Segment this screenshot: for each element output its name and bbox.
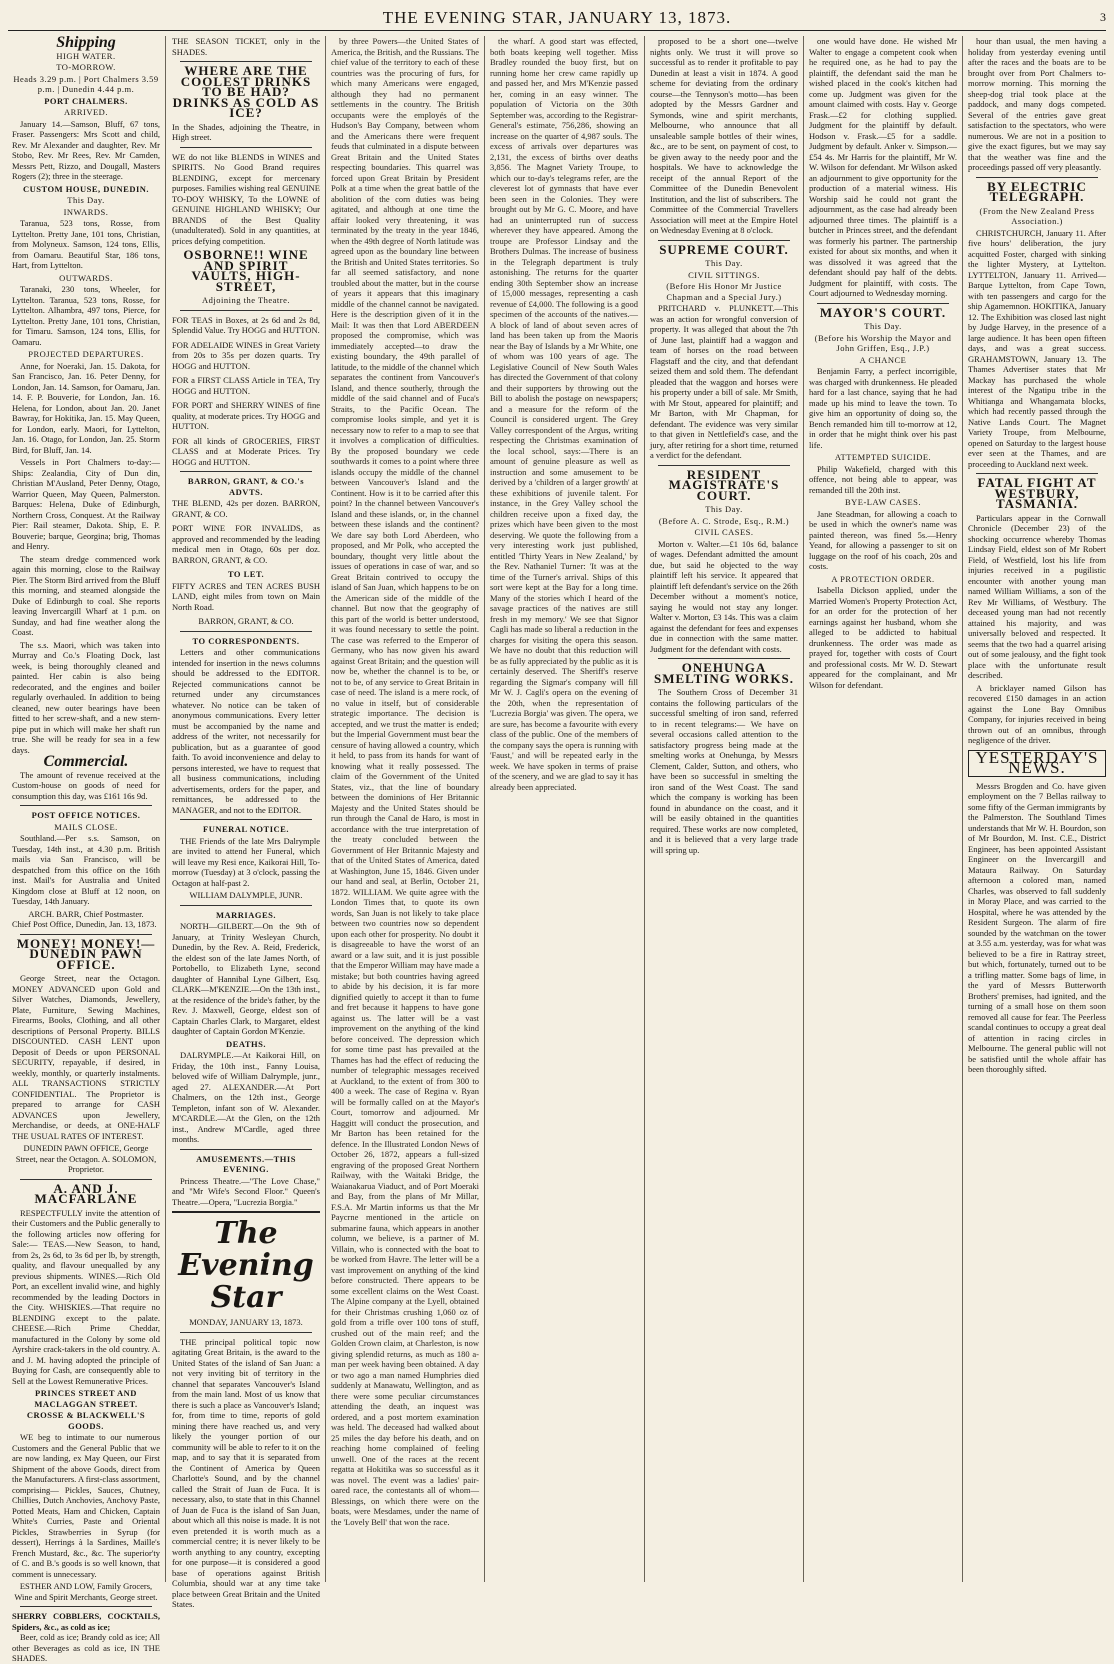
column-3 [331, 36, 479, 1582]
leader-continued-text: by three Powers—the United States of America, the British, and the Russians. The chief value of the territory to each of these countries was the procuring of furs, for which many Americans were engaged, although they had no permanent settlements in the country. The British occupants were the employés of the Hudson's Bay Company, between whom and the Americans there were frequent feuds that culminated in a dispute between Great Britain and the United States respecting boundaries. This quarrel was forced upon Great Britain by President Polk at a time when the great battle of the abolition of the corn duties was being agitated, and although at one time the affair looked very threatening, it was terminated by the treaty in the year 1846, when the 49th degree of North latitude was agreed upon as the boundary line between the British and United States territories. So far all seemed satisfactory, and none troubled about the matter, but in the course of years it appears that this imaginary middle of the channel cannot be navigated. Here is the description given of it in the Mail: It was then that Lord ABERDEEN proposed the compromise, which was immediately accepted—to draw the existing boundary, the 49th parallel of latitude, to the middle of the channel which separates the continent from Vancouver's Island, and thence southerly, through the middle of the said channel and of Fuca's Straits, to the Pacific Ocean. The compromise looks simple, and yet it is necessary now to refer to a map to see that it involves a complication of difficulties. By the proposed boundary we cede southwards it comes to a point where three islands occupy the middle of the channel between Vancouver's Island and the Continent. How is it to be carried after this point? In the channel between Vancouver's Island and these islands, or, in the channel between these islands and the continent? We dare say both Lord Aberdeen, who proposed, and Mr Polk, who accepted the boundary, thought very little about the issues of operations in case of war, and so Great Britain contrived to occupy the island of San Juan, which happens to be on the American side of the middle of the channel. But now that the geography of this part of the world is better understood, it was found necessary to settle the point. The case was referred to the Emperor of Germany, who has now given his award against Great Britain; and the question will now be, whether the channel is to be, or not to be, of any service to Great Britain in case of need. The island is a mere rock, of no value in itself, but of considerable strategic importance. The decision is accepted, and we trust the matter is ended; but the Imperial Government must bear the censure of having allowed a country, which it held, to pass from its hands for want of knowing what it really possessed. The claim of the Government of the United States, viz., that the line of boundary between the dominions of Her Britannic Majesty and the United States should be run through the Canal de Haro, is most in accordance with the true interpretation of the treaty concluded between the Government of Her Britannic Majesty and that of the United States of America, dated at Washington, June 15, 1846. Given under our hand and seal, at Berlin, October 21, 1872. WILLIAM. We quite agree with the London Times that, to quote its own words, San Juan is not likely to take place between two countries now so dependent upon each other for prosperity. No doubt it is disagreeable to have the worst of an award or a law suit, and it is just possible that the Emperor William may have made a mistake; but both countries having agreed to abide by his decision, it is far more dignified quietly to accept it than to fume and fret because it happens to have gone against us. The latter will be a vast improvement on the anything of the kind before conceived. The depression which for some time past has prevailed at the Thames has had the effect of reducing the number of telegraphic messages received at Auckland, to the extent of from 300 to 400 a week. The case of Regina v. Ryan will be formally called on at the Mayor's Court, tomorrow and adjourned. Mr Haggitt will conduct the prosecution, and Mr Barton has been retained for the defence. In the Illustrated London News of October 26, 1872, appears a full-sized engraving of the proposed Great Northern Railway, with the Waitaki Bridge, the Waianakarua Viaduct, and of Port Moeraki and Bay, from the plans of Mr Millar, F.S.A. Mr Martin informs us that the Mr Paycrne mentioned in the article on submarine fauna, which appears in another column, we believe, is a partner of M. Villain, who is connected with the boat to be worked from Havre. The letter will be a vast improvement on anything of the kind before constructed. There appears to be some excellent claims on the West Coast. The Alpine company at the Lyell, obtained for their Christmas crushing 1,060 oz of gold from a trifle over 100 tons of stuff, crushed out of the main reef; and the Golden Crown claim, at Charleston, is now giving splendid returns, as much as 180 a-man per week having been obtained. A day or two ago a man named Humphries died suddenly at Manawatu, Wellington, and as there were some peculiar circumstances attending the death, an inquest was ordered, and a post mortem examination was held. The deceased had walked about 25 miles the day before his death, and on reaching home complained of feeling unwell. One of the races at the recent regatta at Hokitika was so successful as it was novel. The event was a ladies' pair-oared race, the contestants all of whom—Blessings, on which there were on the boats, were Mesdames, under the name of the 'Lovely Bell' that won the race. [331, 36, 479, 1527]
port-invalids-ad: PORT WINE FOR INVALIDS, as approved and recommended by the leading medical men in Otago, 60s per doz. BARRON, GRANT, & CO. [172, 523, 320, 565]
money-heading: MONEY! MONEY!—DUNEDIN PAWN OFFICE. [16, 935, 156, 972]
first-class-tea-ad: FOR a FIRST CLASS Article in TEA, Try HOGG and HUTTON. [172, 375, 320, 396]
funeral-notice-text: THE Friends of the late Mrs Dalrymple are invited to attend her Funeral, which will leave my Resi ence, Kaikorai Hill, To-morrow (Tuesday) at 3 o'clock, passing the Octagon at half-past 2. [172, 835, 320, 888]
column-2 [172, 36, 320, 1609]
coolest-drinks-heading: WHERE ARE THE COOLEST DRINKS TO BE HAD? DRINKS AS COLD AS ICE? [172, 63, 320, 120]
barron-grant-heading: BARRON, GRANT, & CO.'s ADVTS. [187, 476, 305, 497]
column-7 [968, 36, 1106, 1582]
divider [976, 473, 1098, 474]
mayors-court-day: This Day. [864, 321, 902, 331]
inwards-text: Taranua, 523 tons, Rosse, from Lyttelton. Pretty Jane, 101 tons, Christian, from Molyneux. Samson, 124 tons, Ellis, from Oamaru. Beautiful Star, 186 tons, Hart, from Lyttelton. [12, 218, 160, 270]
sherry-cobblers-heading: SHERRY COBBLERS, COCKTAILS, Spiders, &c., as cold as ice; [12, 1611, 160, 1632]
onehunga-smelting-text: The Southern Cross of December 31 contains the following particulars of the successful smelting of iron sand, referred to in recent telegrams:— We have on several occasions called attention to the satisfactory progress being made at the smelting works at Onehunga, by Messrs Clement, Calder, Sutton, and others, who have been so successful in smelting the iron sand of the West Coast. The sand which the company is working has been found in abundance on the coast, and it will be easily obtained in the quantities required. These works are now completed, and it is believed that a very large trade will spring up. [650, 687, 798, 855]
high-water-heading: HIGH WATER. [56, 50, 116, 61]
attempted-suicide-heading: ATTEMPTED SUICIDE. [834, 452, 932, 462]
post-office-heading: POST OFFICE NOTICES. [31, 810, 141, 820]
osborne-subheading: Adjoining the Theatre. [201, 295, 291, 305]
civil-sittings-heading: CIVIL SITTINGS. [688, 269, 760, 280]
funeral-signature: WILLIAM DALYMPLE, JUNR. [189, 890, 303, 900]
macfarlane-ad-text: RESPECTFULLY invite the attention of their Customers and the Public generally to the following articles now offering for Sale:— TEAS.—New Season, to hand, from 2s, 2s 6d, to 3s 6d per lb, by strength, quality, and flavour unequalled by any previous shipments. WINES.—Rich Old Port, an excellent invalid wine, and highly recommended by the leading Doctors in the City. WHISKIES.—That require no BLENDING except to the palate. CHEESE.—Rich Prime Cheddar, manufactured in the Colony by some old Ayrshire crack-takers in the old country. A. and J. M. having adopted the principle of Buying for Cash, are consequently able to Sell at the Lowest Remunerative Prices. [12, 1207, 160, 1386]
column-7-opening-text: hour than usual, the men having a holiday from yesterday evening until after the races and the boats are to be brought over from Port Chalmers to-morrow morning. This morning the sheep-dog trial took place at the paddock, and many dogs competed. Several of the entries gave great satisfaction to the spectators, who were numerous. We are not in a position to give the exact figures, but we may say that the weather was fine and the proceedings passed off very pleasantly. [968, 36, 1106, 172]
correspondents-text: Letters and other communications intended for insertion in the news columns should be addressed to the EDITOR. Rejected communications cannot be returned under any circumstances whatever. No notice can be taken of anonymous communications. Every letter must be accompanied by the name and address of the writer, not necessarily for publication, but as a guarantee of good faith. To avoid inconvenience and delay to persons interested, we have to request that all business communications, including advertisements, orders for the paper, and remittances, be addressed to the MANAGER, and not to the EDITOR. [172, 647, 320, 815]
pawn-office-signature: DUNEDIN PAWN OFFICE, George Street, near the Octagon. A. SOLOMON, Proprietor. [15, 1143, 157, 1174]
column-divider [165, 36, 166, 1582]
postmaster-signature: ARCH. BARR, Chief Postmaster. [28, 908, 144, 919]
mayors-court-sub: (Before his Worship the Mayor and John Griffen, Esq., J.P.) [814, 332, 952, 353]
resident-magistrate-heading: RESIDENT MAGISTRATE'S COURT. [668, 466, 780, 503]
crosse-blackwell-heading: CROSSE & BLACKWELL'S GOODS. [26, 1410, 146, 1431]
supreme-court-text: PRITCHARD v. PLUNKETT.—This was an action for wrongful conversion of property. It was alleged that about the 7th of June last, plaintiff had a waggon and team of horses on the road between Flagstaff and the city, and that defendant seized them and sold them. The defendant pleaded that the waggon and horses were his property under a bill of sale. Mr Smith, with Mr Stout, appeared for plaintiff; and Mr Barton, with Mr Chapman, for defendant. The evidence was very similar to that given in Nettlefield's case, and the jury, after retiring for a short time, returned a verdict for the defendant. [650, 303, 798, 460]
deaths-text: DALRYMPLE.—At Kaikorai Hill, on Friday, the 10th inst., Fanny Louisa, beloved wife of William Dalrymple, junr., aged 27. ALEXANDER.—At Port Chalmers, on the 12th inst., George Templeton, infant son of W. Alexander. M'CARDLE.—At the Glen, on the 12th inst., Andrew M'Cardle, aged three months. [172, 1050, 320, 1144]
bye-law-heading: BYE-LAW CASES. [844, 497, 922, 507]
leader-date: MONDAY, JANUARY 13, 1873. [189, 1317, 303, 1327]
divider [20, 805, 152, 806]
electric-telegraph-text: CHRISTCHURCH, January 11. After five hours' deliberation, the jury acquitted Foster, charged with sinking the lighter Mystery, at Lyttelton. LYTTELTON, January 11. Arrived—Barque Lyttelton, from Cape Town, with ten passengers and cargo for the ship Agamemnon. HOKITIKA, January 12. The Exhibition was closed last night by Judge Harvey, in the presence of a large audience. It has been open fifteen days, and was a great success. GRAHAMSTOWN, January 13. The Thames Advertiser states that Mr Mackay has purchased the whole interest of the Ngatipu tribe in the Whitianga and Whangamata blocks, which had recently passed through the Native Lands Court. The Magnet Variety Troupe, from Melbourne, opened on Saturday to the largest house ever seen at the Thames, and are proceeding to Auckland next week. [968, 227, 1106, 469]
barron-signature: BARRON, GRANT, & CO. [198, 616, 294, 626]
sherry-cobblers-text: Beer, cold as ice; Brandy cold as ice; All other Beverages as cold as ice, IN THE SHADES. [12, 1632, 160, 1663]
column-divider [484, 36, 485, 1582]
attempted-suicide-text: Philip Wakefield, charged with this offence, not being able to appear, was remanded till the 20th inst. [809, 463, 957, 495]
section-heading-shipping: Shipping [56, 34, 116, 51]
divider [658, 240, 790, 241]
projected-departures-heading: PROJECTED DEPARTURES. [28, 349, 144, 359]
crosse-blackwell-text: WE beg to intimate to our numerous Customers and the General Public that we are now landing, ex May Queen, our First Shipment of the above Goods, direct from the Manufacturers. A first-class assortment, comprising— Pickles, Sauces, Chutney, Chillies, Dutch Anchovies, Anchovy Paste, Potted Meats, Ham and Chicken, Captain White's Curries, Paste and Oriental Pickles, Strawberries in Syrup (for dessert), Herrings à la Sardines, Maille's French Mustard, &c., &c. The superior'ty of C. and B.'s goods is so well known, that comment is unnecessary. [12, 1432, 160, 1579]
to-let-heading: TO LET. [227, 569, 265, 579]
correspondents-heading: TO CORRESPONDENTS. [192, 635, 300, 646]
amusements-heading: AMUSEMENTS.—THIS EVENING. [196, 1153, 296, 1174]
mails-close-heading: MAILS CLOSE. [54, 821, 118, 832]
court-cases-text: one would have done. He wished Mr Walter to engage a competent cook when he required one, as he had to pay the plaintiff, the defendant said the man he wished placed in the cook's kitchen had come up. Judgment was given for the amount claimed with costs. Hay v. George Frask.—£2 for clothing supplied. Judgment for the plaintiff by default. Hodson v. Frask.—£5 for a saddle. Judgment by default. Anker v. Simpson.—£54 4s. Mr Harris for the plaintiff, Mr W. W. Wilson for defendant. Mr Wilson asked an adjournment to give opportunity for the production of a material witness. His Worship said he could not grant the adjournment, as the case had already been adjourned three times. The plaintiff is a butcher in Princes street, and the defendant was formerly his partner. The partnership existed for about six months, and when it was dissolved it was agreed that the defendant should pay half of the debts. Judgment for plaintiff, with costs. The Court adjourned to Wednesday morning. [809, 36, 957, 298]
outwards-text: Taranaki, 230 tons, Wheeler, for Lyttelton. Taranua, 523 tons, Rosse, for Lyttelton. Alhambra, 497 tons, Pierce, for Lyttelton. Pretty Jane, 101 tons, Christian, for Timaru. Samson, 124 tons, Ellis, for Oamaru. [12, 284, 160, 347]
blend-ad: THE BLEND, 42s per dozen. BARRON, GRANT, & CO. [172, 498, 320, 519]
civil-cases-heading: CIVIL CASES. [694, 527, 754, 537]
teas-ad: FOR TEAS in Boxes, at 2s 6d and 2s 8d, Splendid Value. Try HOGG and HUTTON. [172, 314, 320, 335]
column-4 [490, 36, 638, 1582]
divider [976, 177, 1098, 178]
column-1 [12, 34, 160, 1663]
groceries-ad: FOR all kinds of GROCERIES, FIRST CLASS and at Moderate Prices. Try HOGG and HUTTON. [172, 435, 320, 467]
macfarlane-heading: A. AND J. MACFARLANE [34, 1180, 138, 1206]
bye-law-text: Jane Steadman, for allowing a coach to be used in which the owner's name was painted thereon, was fined 5s.—Henry Yeand, for allowing a passenger to sit on luggage on the roof of his coach, 20s and costs. [809, 508, 957, 571]
onehunga-smelting-heading: ONEHUNGA SMELTING WORKS. [654, 660, 794, 686]
protection-order-heading: A PROTECTION ORDER. [831, 573, 935, 584]
a-chance-heading: A CHANCE [859, 354, 907, 365]
resident-magistrate-text: Morton v. Walter.—£1 10s 6d, balance of wages. Defendant admitted the amount due, but said he objected to the way plaintiff left his service. It appeared that plaintiff left defendant's service on the 26th December without a moment's notice, saying he would not stay any longer. Walter v. Morton, £3 14s. This was a claim against the defendant for fees and expenses due in connection with the same matter. Judgment for the defendant with costs. [650, 538, 798, 654]
divider [180, 819, 312, 820]
local-news-continued-text: proposed to be a short one—twelve nights only. We trust it will prove so successful as to render it profitable to pay Dunedin at least a visit in 1874. A good scheme for deviating from the ordinary course—the Tennyson's motto—has been adopted by the Messrs Gardner and Symonds, wine and spirit merchants, Melbourne, who announce that all unsaleable sample bottles of their wines, &c., are to be sent, on payment of cost, to be given away to the needy poor and the hospitals. We have to acknowledge the receipt of the annual Report of the Committee of the Dunedin Benevolent Institution, and the list of subscribers. The Committee of the Commercial Travellers Association will meet at the Empire Hotel on Wednesday Evening at 8 o'clock. [650, 36, 798, 235]
divider [180, 61, 312, 62]
local-news-text: the wharf. A good start was effected, both boats keeping well together. Miss Bradley rounded the buoy first, but on running home her crew came rapidly up and passed her, and Mrs M'Kenzie passed her, coming in an easy winner. The population of Victoria on the 30th September was, according to the Registrar-General's estimate, 756,286, showing an increase on the quarter of 4,987 souls. The excess of arrivals over departures was 2,131, the excess of births over deaths 3,856. The Magnet Variety Troupe, to which our to-day's telegrams refer, are the cleverest lot of gymnasts that have ever been seen in the Colonies. They were brought out by Mr G. C. Moore, and have had an uninterrupted run of success wherever they have appeared. Among the troupe are Professor Lindsay and the Brothers Dulmas. The increase of business in the Telegraph department is truly astonishing. The returns for the quarter ending 30th September show an increase of 15,000 messages, representing a cash revenue of £4,000. The following is a good specimen of the accounts of the natives.—A block of land of about seven acres of land has been taken up from the Maoris near the Bay of Islands by a Mr White, one of whom was 100 years of age. The Legislative Council of New South Wales has directed the Government of that colony and their supporters by throwing out the Bill to abolish the postage on newspapers; and a measure for the reform of the Council is considered urgent. The Grey Valley correspondent of the Argus, writing respecting the Christmas examination of the local school, says:—There is an amount of genuine pleasure as well as instruction and some amusement to be derived by a 'children of a larger growth' at these exhibitions of juvenile talent. For instance, in the Grey Valley school the children receive upon a fixed day, the prizes which have been given to the most deserving. We quote the following from a very interesting work just published, entitled 'Thirty Years in New Zealand,' by the Rev. Nathaniel Turner: 'It was at the time of the Turner's arrival. Ships of this sort were kept at the Bay for a long time. Many of the stories which I heard of the savage practices of the natives are still fresh in my memory.' We see that Signor Cagli has made so liberal a reduction in the charges for visiting the opera this season. We have no doubt that this reduction will be as fully appreciated by the public as it is certainly deserved. The Sheriff's reserve regarding the Sigmar's company will fill Mr W. J. Cagli's opera on the evening of the 20th, when the representation of 'Lucrezia Borgia' was given. The opera, we are sure, has become a favourite with every class of the public. One of the members of the company says the opera is running with 'Faust,' and will be repeated early in the week. We have spoken in terms of praise of the scenery, and we are glad to say it has already been appreciated. [490, 36, 638, 792]
port-sherry-ad: FOR PORT and SHERRY WINES of fine quality, at moderate prices. Try HOGG and HUTTON. [172, 400, 320, 431]
resident-magistrate-day: This Day. [705, 504, 743, 514]
divider [658, 465, 790, 466]
divider [180, 147, 312, 148]
fatal-fight-heading: FATAL FIGHT AT WESTBURY, TASMANIA. [977, 475, 1097, 511]
column-divider [803, 36, 804, 1582]
adelaide-wines-ad: FOR ADELAIDE WINES in Great Variety from 20s to 35s per dozen quarts. Try HOGG and HUTTON. [172, 339, 320, 371]
coolest-drinks-text: In the Shades, adjoining the Theatre, in High street. [172, 121, 320, 142]
divider [172, 1211, 320, 1213]
tide-times: Heads 3.29 p.m. | Port Chalmers 3.59 p.m. | Dunedin 4.44 p.m. [13, 73, 159, 94]
electric-telegraph-sub: (From the New Zealand Press Association.) [979, 205, 1095, 226]
deaths-heading: DEATHS. [226, 1038, 266, 1049]
resident-magistrate-sub: (Before A. C. Strode, Esq., R.M.) [658, 515, 790, 526]
tomorrow-label: TO-MORROW. [56, 62, 116, 72]
inwards-heading: INWARDS. [63, 206, 109, 217]
column-5 [650, 36, 798, 1582]
yesterdays-news-heading: YESTERDAY'S NEWS. [968, 750, 1106, 777]
blends-ad: WE do not like BLENDS in WINES and SPIRITS. No Good Brand requires BLENDING, except for mercenary purposes. Families wishing real GENUINE TO-DOY WHISKY, To the LOWNE of GENUINE HIGHLAND WHISKY; Our BRANDS of the Best Quality (unadulterated). Sold in any quantities, at prices defying competition. [172, 151, 320, 246]
amusements-text: Princess Theatre.—"The Love Chase," and "Mr Wife's Second Floor." Queen's Theatre.—Opera, "Lucrezia Borgia." [172, 1175, 320, 1207]
esther-low-signature: ESTHER AND LOW, Family Grocers, Wine and Spirit Merchants, George street. [14, 1581, 158, 1602]
supreme-court-heading: SUPREME COURT. [659, 241, 789, 257]
marriages-text: NORTH—GILBERT.—On the 9th of January, at Trinity Wesleyan Church, Dunedin, by the Rev. A. Reid, Frederick, the eldest son of the late James North, of Portobello, to Elizabeth Lyne, second daughter of Hannibal Lyne Gilbert, Esq. CLARK—M'KENZIE.—On the 13th inst., at the residence of the bride's father, by the Rev. J. Maxwell, George, eldest son of Captain Charles Clark, to Margaret, eldest daughter of Captain Gordon M'Kenzie. [172, 921, 320, 1036]
port-chalmers-heading: PORT CHALMERS. [44, 95, 128, 106]
mails-text: Southland.—Per s.s. Samson, on Tuesday, 14th inst., at 4.30 p.m. British mails via San Francisco, will be despatched from this office on the 16th inst. Mail's for Australia and United Kingdom close at Bluff at 12 noon, on Tuesday, 14th January. [12, 833, 160, 906]
masthead [0, 6, 1114, 30]
divider [180, 905, 312, 906]
yesterdays-news-text: Messrs Brogden and Co. have given employment on the 7 Bellas railway to some fifty of the German immigrants by the Palmerston. The Southland Times understands that Mr W. H. Bourdon, son of Mr Bourdon, M. Inst. C.E., District Engineer, has been appointed Assistant Engineer on the Invercargill and Mataura Railway. On Saturday afternoon a colored man, named Charles, was observed to fall suddenly in Moray Place, and was carried to the Hospital, where he was attended by the Resident Surgeon. The alarm of fire sounded by the watchman on the tower at 3.55 a.m. yesterday, was for what was believed to be a fire in Rattray street, but which, fortunately, turned out to be a trifling matter. Some bags of lime, in the yard of Messrs Butterworth Brothers' premises, had ignited, and the turning of a small hose on them soon removed all cause for fear. The Peerless scandal continues to occupy a great deal of attention in racing circles in Melbourne. The general public will not be satisfied until the whole affair has been thoroughly sifted. [968, 780, 1106, 1074]
column-divider [325, 36, 326, 1582]
maori-dock-text: The s.s. Maori, which was taken into Murray and Co.'s Floating Dock, last week, is being thoroughly cleaned and painted. Her cabin is also being redecorated, and the engines and boiler regularly overhauled. In addition to being cleaned, new outer bearings have been fitted to her screw-shaft, and a new stern-pipe put in which will make her shaft run true. She will be ready for sea in a few days. [12, 639, 160, 755]
steam-dredge-text: The steam dredge commenced work again this morning, close to the Railway Pier. The Storm Bird arrived from the Bluff this morning, and steamed alongside the Duke of Edinburgh to coal. She reports leaving Invercargill Wharf at 1 p.m. on Sunday, and had fine weather along the Coast. [12, 553, 160, 637]
mayors-court-heading: MAYOR'S COURT. [819, 304, 947, 320]
arrived-heading: ARRIVED. [64, 107, 108, 117]
projected-text: Anne, for Noeraki, Jan. 15. Dakota, for San Francisco, Jan. 16. Peter Denny, for London, Jan. 14. Samson, for Oamaru, Jan. 14. F. P. Bouverie, for London, Jan. 16. Helena, for London, about Jan. 20. Janet Bawray, for Hokitika, Jan. 15. May Queen, for London, early. Maori, for Lyttelton, Jan. 16. Otago, for London, Jan. 25. Storm Bird, for Bluff, Jan. 14. [12, 360, 160, 455]
funeral-notice-heading: FUNERAL NOTICE. [203, 824, 289, 834]
divider [817, 303, 949, 304]
divider [20, 1606, 152, 1607]
divider [180, 1332, 312, 1333]
fifty-acres-ad: FIFTY ACRES and TEN ACRES BUSH LAND, eight miles from town on Main North Road. [172, 580, 320, 612]
page-number: 3 [1100, 10, 1106, 24]
osborne-heading: OSBORNE!! WINE AND SPIRIT VAULTS, HIGH-STREET, [183, 247, 309, 294]
protection-order-text: Isabella Dickson applied, under the Married Women's Property Protection Act, for an order for the protection of her earnings against her husband, whom she alleged to be addicted to habitual drunkenness. The order was made as prayed for, together with costs of Court and professional costs. Mr W. D. Stewart appeared for the complainant, and Mr Wilson for defendant. [809, 585, 957, 690]
divider [180, 1149, 312, 1150]
a-chance-text: Benjamin Farry, a perfect incorrigible, was charged with drunkenness. He pleaded hard for a last chance, saying that he had made up his mind to leave the town. To give him an opportunity of doing so, the Bench remanded him till to-morrow at 12, in order that he might think over his past life. [809, 366, 957, 450]
evening-star-title: The Evening Star [178, 1216, 314, 1315]
fatal-fight-text: Particulars appear in the Cornwall Chronicle (December 23) of the shocking occurrence whereby Thomas Lindsay Field, eldest son of Mr Robert Field, of Westfield, lost his life from injuries received in a pugilistic encounter with another young man named William Williams, a son of the Rev Mr Williams, of Westbury. The deceased young man had not recently attained his majority, and was universally beloved and respected. It seems that the two had a quarrel arising out of some jealousy, and the fight took place with the unfortunate result described. [968, 512, 1106, 680]
bricklayer-text: A bricklayer named Gilson has recovered £150 damages in an action against the Lone Bay Omnibus Company, for injuries received in being thrown out of an omnibus, through negligence of the driver. [968, 682, 1106, 745]
divider [658, 658, 790, 659]
column-divider [962, 36, 963, 1582]
civil-sittings-sub: (Before His Honor Mr Justice Chapman and a Special Jury.) [666, 281, 782, 302]
supreme-court-day: This Day. [705, 258, 743, 268]
post-office-date: Chief Post Office, Dunedin, Jan. 13, 1873. [12, 919, 157, 929]
leader-text: THE principal political topic now agitating Great Britain, is the award to the United States of the island of San Juan: a not very inviting bit of territory in the channel that separates Vancouver's Island from the main land. Most of us know that there is such a place as Vancouver's Island; for, from time to time, reports of gold mining there have reached us, and very likely the younger portion of our community will be able to refer to it on the map, and to say that it is separated from the Continent of America by Queen Charlotte's Sound, and by the channel called the Strait of Juan de Fuca. It is necessary, also, to state that in this Channel of Juan de Fuca is the island of San Juan, about which all this noise is made. It is not even pretended it is worth much as a commercial centre; it is never likely to be worth anything to any country, excepting for one purpose—it is considered a good base of operations against British Columbia, should war at any time take place between Great Britain and the United States. [172, 1336, 320, 1609]
divider [20, 1179, 152, 1180]
custom-house-heading: CUSTOM HOUSE, DUNEDIN. [22, 183, 150, 194]
electric-telegraph-heading: BY ELECTRIC TELEGRAPH. [987, 178, 1087, 204]
masthead-rule [8, 30, 1106, 31]
divider [180, 631, 312, 632]
masthead-title: THE EVENING STAR, JANUARY 13, 1873. [382, 8, 732, 27]
revenue-text: The amount of revenue received at the Custom-house on goods of need for consumption this day, was £161 16s 9d. [12, 769, 160, 801]
princes-street-heading: PRINCES STREET AND MACLAGGAN STREET. [34, 1388, 138, 1409]
vessels-in-port-text: Vessels in Port Chalmers to-day:—Ships: Zealandia, City of Dun din, Christian M'Ausland, Peter Denny, Otago, Warrior Queen, May Queen, Palmerston. Barques: Helena, Duke of Edinburgh, Northern Cross, Conquest. At the Railway Pier: Rail steamer, Dakota. Ship, E. P. Bouverie; barque, Georgina; brig, Thomas and Henry. [12, 457, 160, 551]
column-divider [644, 36, 645, 1582]
arrived-text: January 14.—Samson, Bluff, 67 tons, Fraser. Passengers: Mrs Scott and child, Rev. Mr Alexander and daughter, Rev. Mr Stobo, Rev. Mr Rees, Rev. Mr Camden, Messrs Pett, Rizzo, and Dougall, Masters Rogers (2); three in the steerage. [12, 118, 160, 181]
divider [20, 934, 152, 935]
this-day-label: This Day. [67, 195, 105, 205]
money-ad-text: George Street, near the Octagon. MONEY ADVANCED upon Gold and Silver Watches, Diamonds, Jewellery, Plate, Furniture, Sewing Machines, Firearms, Books, Clothing, and all other descriptions of Personal Property. BILLS DISCOUNTED. CASH LENT upon Deposit of Deeds or upon PERSONAL SECURITY, repayable, if desired, in weekly, monthly, or quarterly instalments. ALL TRANSACTIONS STRICTLY CONFIDENTIAL. The Proprietor is prepared to arrange for CASH ADVANCES upon Jewellery, Merchandise, or deeds, at ONE-HALF THE USUAL RATES OF INTEREST. [12, 973, 160, 1141]
divider [180, 471, 312, 472]
outwards-heading: OUTWARDS. [59, 272, 113, 283]
marriages-heading: MARRIAGES. [215, 909, 277, 920]
divider [180, 310, 312, 311]
section-heading-commercial: Commercial. [43, 753, 129, 770]
season-ticket-ad: THE SEASON TICKET, only in the SHADES. [172, 36, 320, 57]
column-6 [809, 36, 957, 1582]
